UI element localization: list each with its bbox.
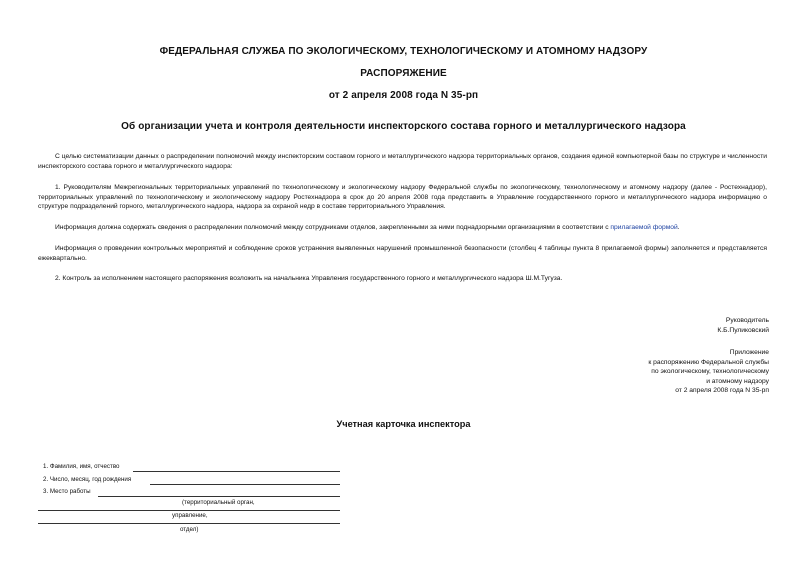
signature-position: Руководитель [725, 317, 769, 324]
paragraph-item-1: 1. Руководителям Межрегиональных территориальных управлений по технологическому и экологическому надзору Федеральной службы по экологическому, технологическому и атомному надзору (далее - Ростехнадзор), территориальных управлений по технологическому и экологическому надзору Ростехнадзора в срок до 20 апреля 2008 года представить в Управление государственного горного и металлургического надзора информацию о структуре подразделений горного, металлургического надзора, надзора за охраной недр в составе территориального Управления. [38, 184, 767, 210]
field-workplace-hint-3: отдел) [180, 526, 199, 533]
appendix-line-3: по экологическому, технологическому [651, 368, 769, 375]
field-workplace-line[interactable] [98, 496, 340, 497]
paragraph-info-text: Информация должна содержать сведения о распределении полномочий между сотрудниками отделов, закрепленными за ними поднадзорными организациями в соответствии с [55, 224, 611, 231]
field-workplace-line-3[interactable] [38, 523, 340, 524]
paragraph-info-end: . [677, 224, 680, 231]
field-birth-date-label: 2. Число, месяц, год рождения [43, 476, 132, 483]
appendix-line-4: и атомному надзору [706, 377, 769, 385]
signature-block [717, 316, 769, 335]
appendix-line-2: к распоряжению Федеральной службы [648, 358, 769, 366]
appendix-block [648, 348, 769, 396]
paragraph-item-2: 2. Контроль за исполнением настоящего распоряжения возложить на начальника Управления государственного горного и металлургического надзора Ш.М.Тугуза. [55, 275, 563, 282]
field-birth-date-line[interactable] [150, 484, 340, 485]
card-title: Учетная карточка инспектора [336, 419, 471, 429]
field-workplace-label: 3. Место работы [43, 488, 91, 495]
paragraph-info-content [38, 223, 767, 233]
document-date-number: от 2 апреля 2008 года N 35-рп [328, 90, 479, 101]
field-workplace-hint-1: (территориальный орган, [182, 499, 255, 506]
paragraph-quarterly: Информация о проведении контрольных мероприятий и соблюдение сроков устранения выявленных нарушений промышленной безопасности (столбец 4 таблицы пункта 8 прилагаемой формы) заполняется и представляется ежеквартально. [38, 245, 767, 262]
signature-name: К.Б.Пуликовский [717, 326, 769, 334]
appendix-line-5: от 2 апреля 2008 года N 35-рп [675, 387, 769, 394]
paragraph-intro: С целью систематизации данных о распределении полномочий между инспекторским составом горного и металлургического надзора территориальных органов, создания единой компьютерной базы по структуре и численности инспекторского состава горного и металлургического надзора: [38, 153, 767, 170]
agency-name: ФЕДЕРАЛЬНАЯ СЛУЖБА ПО ЭКОЛОГИЧЕСКОМУ, ТЕХНОЛОГИЧЕСКОМУ И АТОМНОМУ НАДЗОРУ [159, 46, 648, 57]
document-type: РАСПОРЯЖЕНИЕ [360, 68, 447, 79]
field-workplace-line-2[interactable] [38, 510, 340, 511]
field-workplace-hint-2: управление, [172, 512, 208, 519]
document-title: Об организации учета и контроля деятельности инспекторского состава горного и металлургического надзора [121, 121, 686, 132]
appendix-form-link[interactable]: прилагаемой формой [610, 224, 678, 231]
appendix-line-1: Приложение [729, 349, 769, 356]
field-full-name-line[interactable] [133, 471, 340, 472]
field-full-name-label: 1. Фамилия, имя, отчество [43, 463, 120, 470]
